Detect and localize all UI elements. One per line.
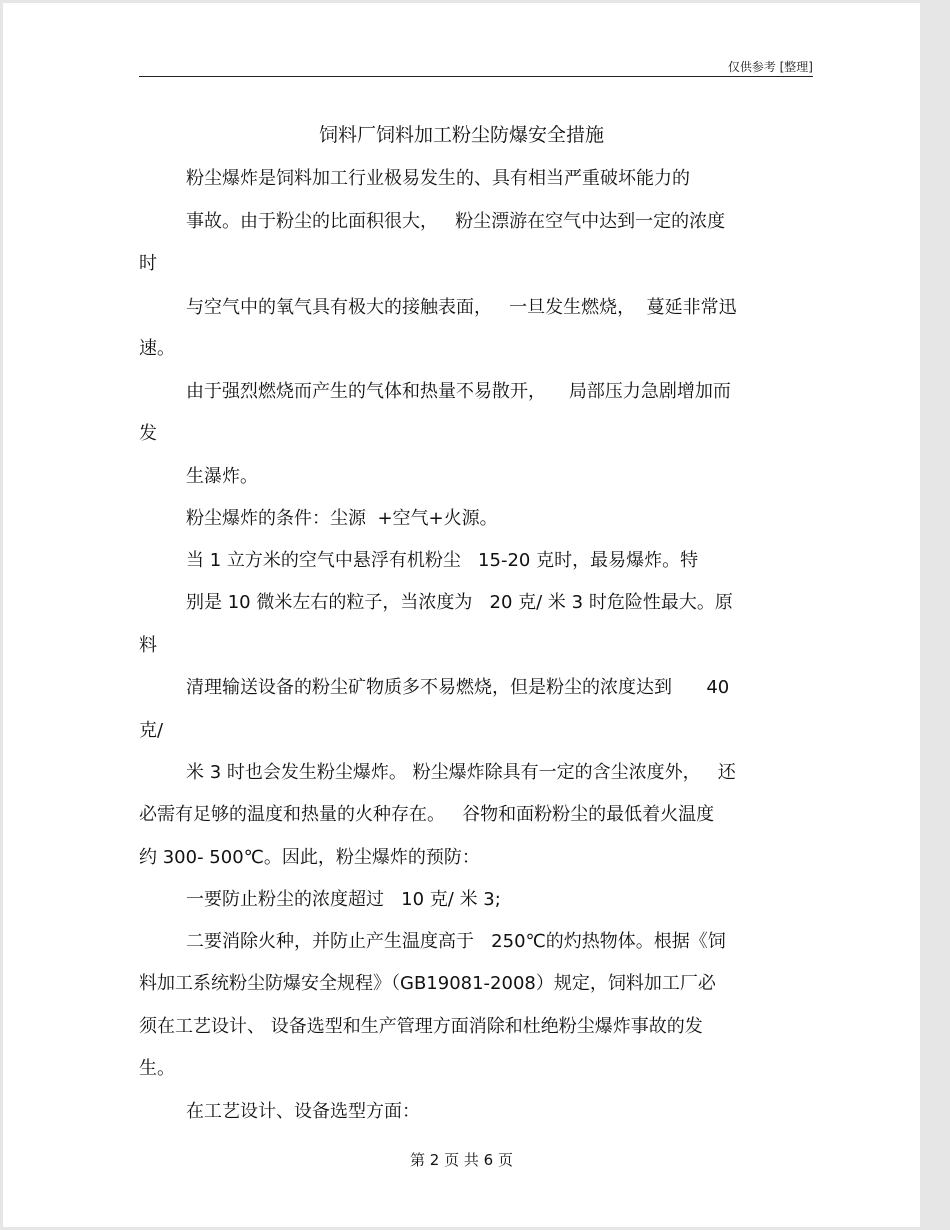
body-line: 速。 — [139, 338, 175, 359]
document-page — [3, 3, 920, 1227]
body-line: 生。 — [139, 1058, 175, 1079]
body-line: 别是 10 微米左右的粒子，当浓度为 20 克/ 米 3 时危险性最大。原 — [186, 592, 733, 613]
body-line: 生瀑炸。 — [186, 466, 258, 487]
header-note: 仅供参考 [整理] — [727, 60, 813, 74]
body-line: 二要消除火种，并防止产生温度高于 250℃的灼热物体。根据《饲 — [186, 931, 726, 952]
body-line: 必需有足够的温度和热量的火种存在。 谷物和面粉粉尘的最低着火温度 — [139, 804, 715, 825]
body-line: 米 3 时也会发生粉尘爆炸。 粉尘爆炸除具有一定的含尘浓度外， 还 — [186, 762, 736, 783]
body-line: 粉尘爆炸是饲料加工行业极易发生的、具有相当严重破坏能力的 — [186, 168, 690, 189]
body-line: 在工艺设计、设备选型方面： — [186, 1101, 420, 1122]
body-line: 料 — [139, 635, 157, 656]
document-title: 饲料厂饲料加工粉尘防爆安全措施 — [318, 124, 604, 146]
body-line: 时 — [139, 253, 157, 274]
body-line: 约 300- 500℃。因此，粉尘爆炸的预防： — [139, 847, 480, 868]
body-line: 粉尘爆炸的条件：尘源 +空气+火源。 — [186, 508, 498, 529]
body-line: 事故。由于粉尘的比面积很大， 粉尘漂游在空气中达到一定的浓度 — [186, 211, 726, 232]
header-divider — [139, 76, 813, 77]
body-line: 与空气中的氧气具有极大的接触表面， 一旦发生燃烧， 蔓延非常迅 — [186, 297, 737, 318]
body-line: 克/ — [139, 720, 164, 741]
body-line: 须在工艺设计、 设备选型和生产管理方面消除和杜绝粉尘爆炸事故的发 — [139, 1016, 703, 1037]
body-line: 料加工系统粉尘防爆安全规程》（GB19081-2008）规定，饲料加工厂必 — [139, 973, 716, 994]
body-line: 当 1 立方米的空气中悬浮有机粉尘 15-20 克时，最易爆炸。特 — [186, 550, 699, 571]
body-line: 发 — [139, 423, 157, 444]
page-number: 第 2 页 共 6 页 — [410, 1151, 513, 1169]
body-line: 一要防止粉尘的浓度超过 10 克/ 米 3; — [186, 889, 501, 910]
body-line: 清理输送设备的粉尘矿物质多不易燃烧，但是粉尘的浓度达到 40 — [186, 677, 730, 698]
body-line: 由于强烈燃烧而产生的气体和热量不易散开， 局部压力急剧增加而 — [186, 381, 731, 402]
